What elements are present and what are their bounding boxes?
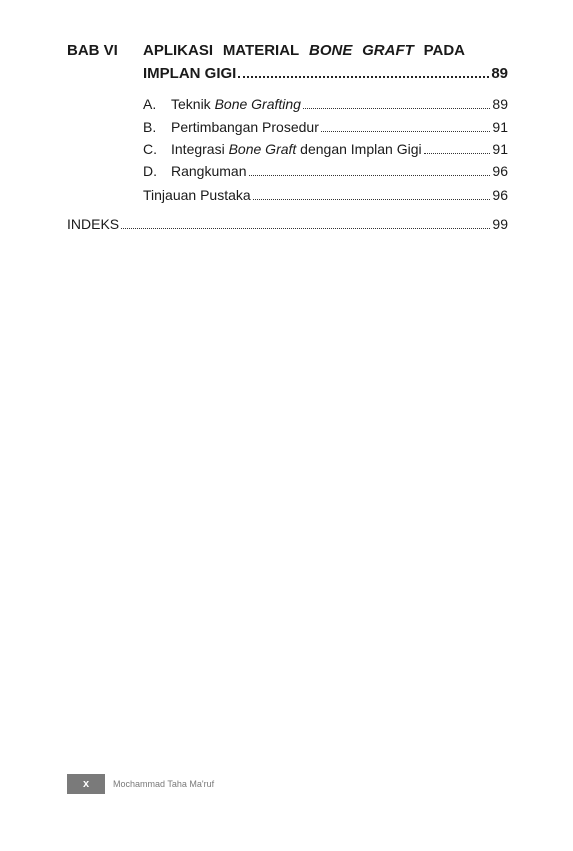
index-page-number: 99 xyxy=(492,216,508,232)
dot-leader xyxy=(424,153,490,154)
dot-leader xyxy=(321,131,490,132)
chapter-title-word: MATERIAL xyxy=(222,42,300,59)
chapter-title-word: BONE xyxy=(309,42,353,59)
dot-leader xyxy=(253,199,490,200)
toc-entry-index[interactable] xyxy=(67,216,508,233)
dot-leader xyxy=(238,76,489,78)
toc-entry-section-c[interactable] xyxy=(143,141,508,158)
section-title: Pertimbangan Prosedur xyxy=(171,119,319,135)
toc-entry-section-d[interactable] xyxy=(143,163,508,180)
section-page-number: 89 xyxy=(492,96,508,112)
chapter-label: BAB VI xyxy=(67,42,118,59)
dot-leader xyxy=(121,228,490,229)
section-letter: B. xyxy=(143,119,157,135)
section-letter: D. xyxy=(143,163,157,179)
section-title: Teknik Bone Grafting xyxy=(171,96,301,112)
index-title: INDEKS xyxy=(67,216,120,232)
section-page-number: 96 xyxy=(492,163,508,179)
chapter-title-word: APLIKASI xyxy=(143,42,214,59)
references-title: Tinjauan Pustaka xyxy=(143,187,251,203)
dot-leader xyxy=(249,175,491,176)
references-page-number: 96 xyxy=(492,187,508,203)
footer-page-number: x xyxy=(67,774,105,794)
chapter-title-line2: IMPLAN GIGI xyxy=(143,65,237,82)
footer-author: Mochammad Taha Ma'ruf xyxy=(113,779,215,789)
section-letter: C. xyxy=(143,141,157,157)
section-page-number: 91 xyxy=(492,141,508,157)
section-title: Integrasi Bone Graft dengan Implan Gigi xyxy=(171,141,422,157)
chapter-page-number: 89 xyxy=(491,65,508,82)
toc-entry-references[interactable] xyxy=(143,187,508,204)
toc-entry-section-b[interactable] xyxy=(143,119,508,136)
chapter-title-word: GRAFT xyxy=(362,42,414,59)
section-page-number: 91 xyxy=(492,119,508,135)
chapter-title-word: PADA xyxy=(423,42,465,59)
chapter-title-line1 xyxy=(143,42,465,59)
section-title: Rangkuman xyxy=(171,163,247,179)
dot-leader xyxy=(303,108,490,109)
toc-entry-chapter-vi[interactable] xyxy=(143,65,508,82)
toc-entry-section-a[interactable] xyxy=(143,96,508,113)
section-letter: A. xyxy=(143,96,157,112)
